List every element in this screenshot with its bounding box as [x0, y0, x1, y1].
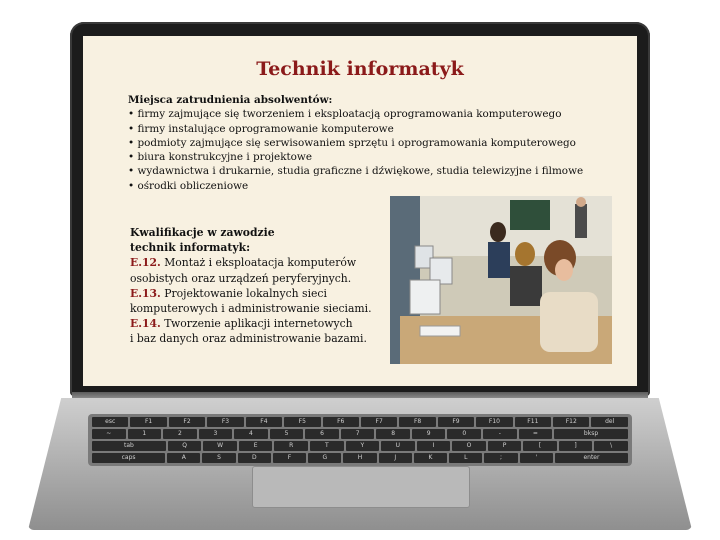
qualification-text: Tworzenie aplikacji internetowych: [164, 317, 353, 331]
key-semicolon[interactable]: ;: [484, 453, 517, 463]
slide-title: Technik informatyk: [256, 58, 464, 80]
key-f3[interactable]: F3: [207, 417, 243, 427]
key-q[interactable]: Q: [168, 441, 202, 451]
key-minus[interactable]: -: [483, 429, 517, 439]
key-enter[interactable]: enter: [555, 453, 628, 463]
key-7[interactable]: 7: [341, 429, 375, 439]
key-3[interactable]: 3: [199, 429, 233, 439]
key-f9[interactable]: F9: [438, 417, 474, 427]
key-f11[interactable]: F11: [515, 417, 551, 427]
laptop-screen: [83, 36, 637, 386]
classroom-photo-illustration: [390, 196, 612, 364]
key-0[interactable]: 0: [447, 429, 481, 439]
key-l[interactable]: L: [449, 453, 482, 463]
key-p[interactable]: P: [488, 441, 522, 451]
key-2[interactable]: 2: [163, 429, 197, 439]
key-a[interactable]: A: [167, 453, 200, 463]
key-h[interactable]: H: [343, 453, 376, 463]
qualification-code: E.14.: [130, 317, 161, 331]
key-tilde[interactable]: ~: [92, 429, 126, 439]
key-equals[interactable]: =: [519, 429, 553, 439]
qualification-item: [130, 286, 390, 301]
key-u[interactable]: U: [381, 441, 415, 451]
key-f2[interactable]: F2: [169, 417, 205, 427]
key-quote[interactable]: ': [520, 453, 553, 463]
key-4[interactable]: 4: [234, 429, 268, 439]
qualification-text: osobistych oraz urządzeń peryferyjnych.: [130, 271, 352, 285]
qualification-code: E.12.: [130, 256, 161, 270]
qualification-text: i baz danych oraz administrowanie bazami.: [130, 332, 367, 346]
key-rbracket[interactable]: ]: [559, 441, 593, 451]
qualification-text: Montaż i eksploatacja komputerów: [164, 256, 357, 270]
key-w[interactable]: W: [203, 441, 237, 451]
classroom-students-photo: [390, 196, 612, 364]
key-t[interactable]: T: [310, 441, 344, 451]
key-s[interactable]: S: [202, 453, 235, 463]
qualifications-heading: technik informatyk:: [130, 241, 251, 255]
list-item: • biura konstrukcyjne i projektowe: [128, 150, 637, 164]
qualification-text: Projektowanie lokalnych sieci: [164, 286, 327, 300]
key-tab[interactable]: tab: [92, 441, 166, 451]
key-o[interactable]: O: [452, 441, 486, 451]
employment-section: [128, 93, 637, 193]
key-1[interactable]: 1: [128, 429, 162, 439]
key-lbracket[interactable]: [: [523, 441, 557, 451]
key-caps[interactable]: caps: [92, 453, 165, 463]
key-f1[interactable]: F1: [130, 417, 166, 427]
key-f[interactable]: F: [273, 453, 306, 463]
qualification-item: [130, 316, 390, 331]
employment-heading: Miejsca zatrudnienia absolwentów:: [128, 94, 333, 106]
key-f5[interactable]: F5: [284, 417, 320, 427]
key-f12[interactable]: F12: [553, 417, 589, 427]
key-esc[interactable]: esc: [92, 417, 128, 427]
key-i[interactable]: I: [417, 441, 451, 451]
key-y[interactable]: Y: [346, 441, 380, 451]
key-5[interactable]: 5: [270, 429, 304, 439]
qualification-item: [130, 255, 390, 270]
key-f6[interactable]: F6: [323, 417, 359, 427]
key-backspace[interactable]: bksp: [554, 429, 628, 439]
key-e[interactable]: E: [239, 441, 273, 451]
key-g[interactable]: G: [308, 453, 341, 463]
key-f4[interactable]: F4: [246, 417, 282, 427]
qualification-code: E.13.: [130, 286, 161, 300]
list-item: • ośrodki obliczeniowe: [128, 179, 637, 193]
touchpad[interactable]: [252, 466, 470, 508]
keyboard: [88, 414, 632, 466]
list-item: • wydawnictwa i drukarnie, studia graficzne i dźwiękowe, studia telewizyjne i filmowe: [128, 164, 637, 178]
key-r[interactable]: R: [274, 441, 308, 451]
key-backslash[interactable]: \: [594, 441, 628, 451]
qualifications-section: [130, 225, 390, 347]
list-item: • firmy instalujące oprogramowanie komputerowe: [128, 122, 637, 136]
key-d[interactable]: D: [238, 453, 271, 463]
key-k[interactable]: K: [414, 453, 447, 463]
key-j[interactable]: J: [379, 453, 412, 463]
employment-list: [128, 107, 637, 193]
key-f10[interactable]: F10: [476, 417, 512, 427]
list-item: • firmy zajmujące się tworzeniem i eksploatacją oprogramowania komputerowego: [128, 107, 637, 121]
qualification-text: komputerowych i administrowanie sieciami.: [130, 302, 372, 316]
key-del[interactable]: del: [591, 417, 627, 427]
qualifications-heading: Kwalifikacje w zawodzie: [130, 226, 275, 239]
key-6[interactable]: 6: [305, 429, 339, 439]
key-9[interactable]: 9: [412, 429, 446, 439]
key-8[interactable]: 8: [376, 429, 410, 439]
list-item: • podmioty zajmujące się serwisowaniem sprzętu i oprogramowania komputerowego: [128, 136, 637, 150]
key-f8[interactable]: F8: [399, 417, 435, 427]
key-f7[interactable]: F7: [361, 417, 397, 427]
